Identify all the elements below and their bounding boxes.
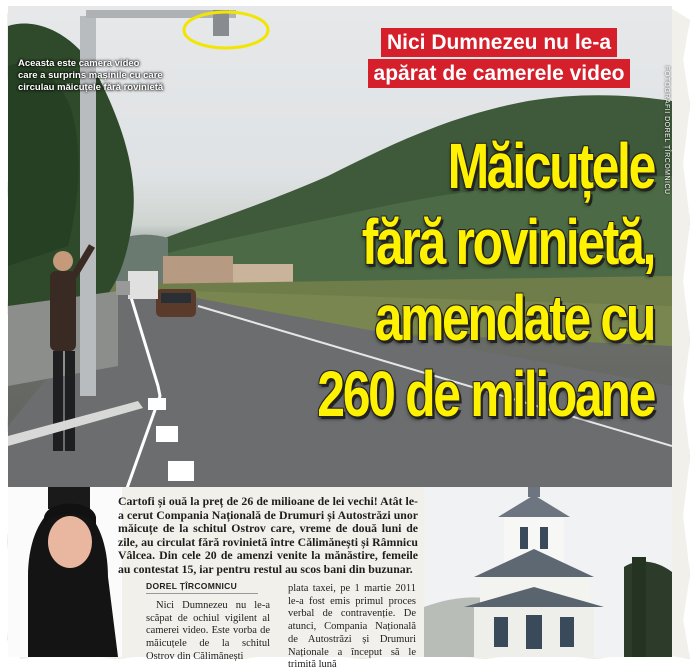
author-byline: DOREL ȚÎRCOMNICU [146,581,238,591]
kicker-line-1: Nici Dumnezeu nu le-a [381,28,617,57]
headline-line-4: 260 de milioane [317,358,654,430]
article-column-1: Nici Dumnezeu nu le-a scăpat de ochiul vigilent al camerei video. Este vorba de măicuțele de la schitul Ostrov din Călimănești [146,600,270,662]
photo-credit: FOTOGRAFII DOREL ȚÎRCOMNICU [663,66,670,195]
article-intro: Cartofi și ouă la preț de 26 de milioane de lei vechi! Atât le-a cerut Compania Națională de Drumuri și Autostrăzi unor măicuțe de la schitul Ostrov care, vreme de două luni de zile, au circulat fără rovinietă între Călimănești și Râmnicu Vâlcea. Din cele 20 de amenzi venite la mănăstire, femeile au contestat 15, iar pentru restul au scos bani din buzunar. [118,494,418,576]
headline-line-3: amendate cu [374,282,654,354]
headline [233,128,654,432]
byline-divider [146,593,258,594]
nun-photo [8,487,122,657]
headline-line-1: Măicuțele [447,130,654,202]
caption-line-2: care a surprins mașinile cu care [18,70,163,81]
article-column-2: plata taxei, pe 1 martie 2011 le-a fost emis primul proces verbal de contravenție. De atunci, Compania Națională de Autostrăzi și Drumuri Naționale a început să le trimită lună [288,583,416,671]
caption-line-1: Aceasta este camera video [18,58,140,69]
nun-portrait [8,487,122,657]
caption-line-3: circulau măicuțele fără rovinietă [18,82,164,93]
church-photo [424,487,672,657]
kicker-line-2: apărat de camerele video [368,59,631,88]
church-scene [424,487,672,657]
photo-caption [18,58,188,94]
road-photo [8,6,672,491]
kicker-banner [340,28,658,90]
headline-line-2: fără rovinietă, [361,206,654,278]
